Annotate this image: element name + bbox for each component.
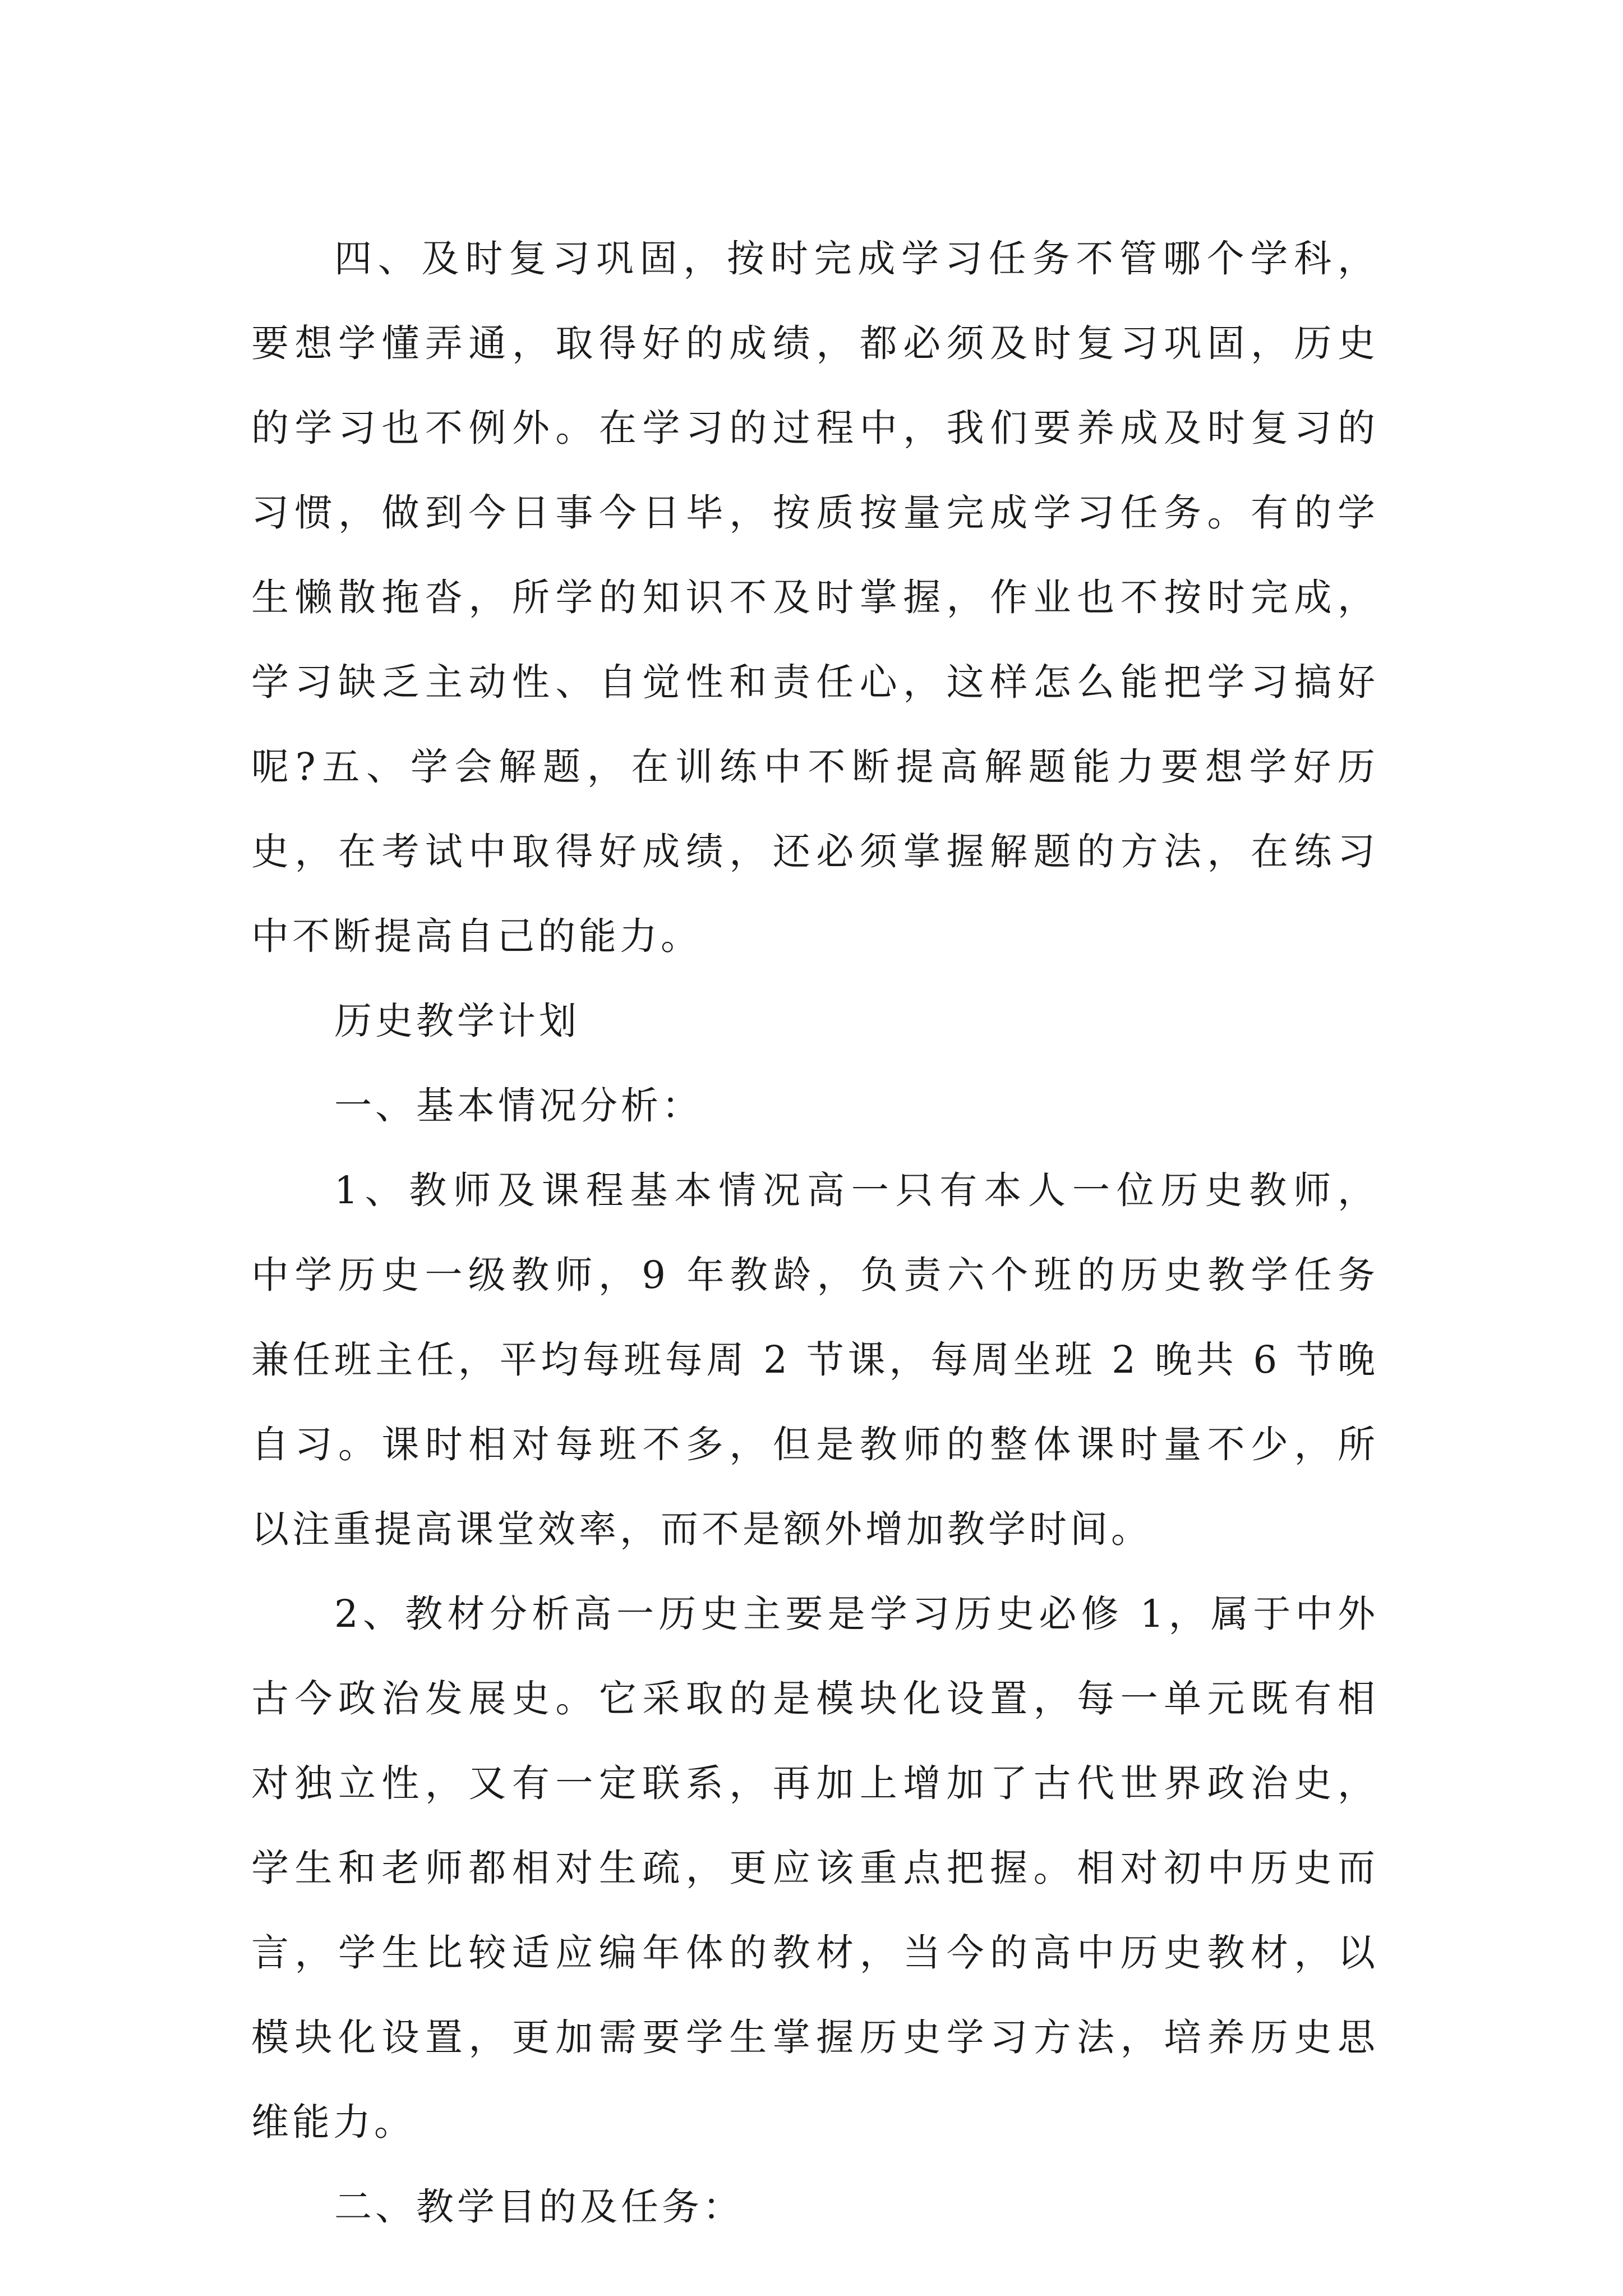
text-line: 生懒散拖沓，所学的知识不及时掌握，作业也不按时完成， (251, 576, 1378, 619)
text-line: 古今政治发展史。它采取的是模块化设置，每一单元既有相 (251, 1677, 1378, 1720)
text-line: 二、教学目的及任务： (334, 2185, 744, 2229)
paragraph-teacher (251, 1148, 1378, 1572)
paragraph-textbook (251, 1572, 1378, 2165)
text-line: 以注重提高课堂效率，而不是额外增加教学时间。 (251, 1507, 1152, 1551)
text-line: 兼任班主任，平均每班每周 2 节课，每周坐班 2 晚共 6 节晚 (251, 1338, 1378, 1382)
paragraph-review (251, 217, 1378, 979)
text-line: 学习缺乏主动性、自觉性和责任心，这样怎么能把学习搞好 (251, 660, 1378, 704)
text-line: 四、及时复习巩固，按时完成学习任务不管哪个学科， (334, 237, 1378, 280)
text-line: 维能力。 (251, 2100, 415, 2144)
text-line: 言，学生比较适应编年体的教材，当今的高中历史教材，以 (251, 1931, 1378, 1975)
text-line: 对独立性，又有一定联系，再加上增加了古代世界政治史， (251, 1761, 1378, 1805)
document-title (251, 979, 1378, 1064)
text-line: 史，在考试中取得好成绩，还必须掌握解题的方法，在练习 (251, 830, 1378, 873)
text-line: 的学习也不例外。在学习的过程中，我们要养成及时复习的 (251, 406, 1378, 450)
section-heading-1 (251, 1064, 1378, 1148)
text-line: 呢?五、学会解题，在训练中不断提高解题能力要想学好历 (251, 745, 1378, 789)
text-line: 历史教学计划 (334, 999, 580, 1043)
text-line: 一、基本情况分析： (334, 1084, 703, 1128)
text-line: 要想学懂弄通，取得好的成绩，都必须及时复习巩固，历史 (251, 321, 1378, 365)
text-line: 中不断提高自己的能力。 (251, 914, 702, 958)
section-heading-2 (251, 2165, 1378, 2249)
text-line: 习惯，做到今日事今日毕，按质按量完成学习任务。有的学 (251, 491, 1378, 535)
text-line: 1、教师及课程基本情况高一只有本人一位历史教师， (334, 1168, 1378, 1212)
text-line: 2、教材分析高一历史主要是学习历史必修 1，属于中外 (334, 1592, 1378, 1636)
text-line: 中学历史一级教师，9 年教龄，负责六个班的历史教学任务 (251, 1253, 1378, 1297)
text-line: 自习。课时相对每班不多，但是教师的整体课时量不少，所 (251, 1423, 1378, 1466)
document-body (251, 217, 1378, 2249)
text-line: 学生和老师都相对生疏，更应该重点把握。相对初中历史而 (251, 1846, 1378, 1890)
text-line: 模块化设置，更加需要学生掌握历史学习方法，培养历史思 (251, 2016, 1378, 2059)
